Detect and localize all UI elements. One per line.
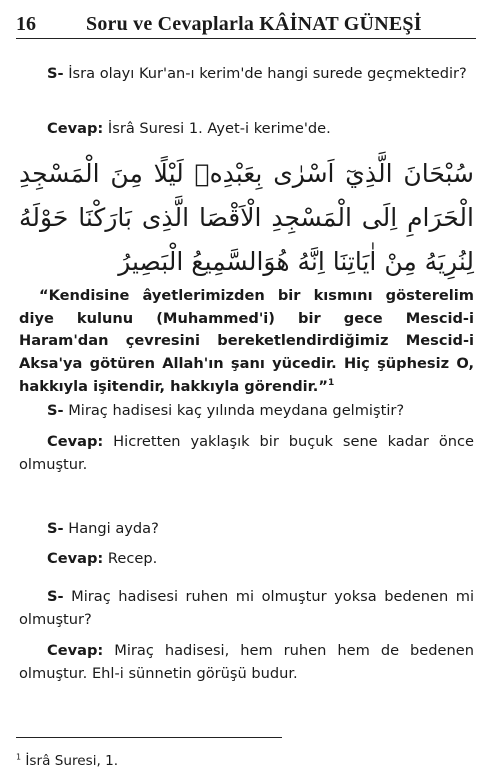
answer-text: Recep.	[107, 550, 158, 567]
answer-label: Cevap:	[47, 642, 104, 659]
footnote-separator	[16, 737, 282, 738]
answer-3	[19, 547, 474, 570]
answer-text: Hicretten yaklaşık bir buçuk sene kadar önce olmuştur.	[19, 433, 474, 473]
question-label: S-	[47, 520, 64, 537]
footnote-reference: 1	[327, 377, 335, 388]
answer-1	[19, 117, 474, 140]
translation-text: “Kendisine âyetlerimizden bir kısmını gösterelim diye kulunu (Muhammed'i) bir gece Mescid-i Haram'dan çevresini bereketlendirdiğimiz Mescid-i Aksa'ya götüren Allah'ın şanı yücedir. Hiç şüphesiz O, hakkıyla işitendir, hakkıyla görendir.”	[19, 287, 474, 395]
question-text: İsra olayı Kur'an-ı kerim'de hangi surede geçmektedir?	[68, 65, 467, 82]
answer-label: Cevap:	[47, 120, 104, 137]
running-header	[16, 14, 476, 39]
answer-text: Miraç hadisesi, hem ruhen hem de bedenen olmuştur. Ehl-i sünnetin görüşü budur.	[19, 642, 475, 682]
footnote	[16, 752, 118, 770]
answer-2	[19, 430, 474, 476]
running-title: Soru ve Cevaplarla KÂİNAT GÜNEŞİ	[86, 13, 422, 35]
question-2	[19, 399, 474, 422]
question-label: S-	[47, 588, 64, 605]
verse-translation	[19, 285, 474, 399]
answer-text: İsrâ Suresi 1. Ayet-i kerime'de.	[107, 120, 331, 137]
answer-4	[19, 639, 474, 685]
question-1	[19, 62, 474, 85]
question-text: Miraç hadisesi ruhen mi olmuştur yoksa bedenen mi olmuştur?	[19, 588, 474, 628]
question-label: S-	[47, 402, 64, 419]
footnote-number: 1	[16, 752, 22, 762]
question-text: Miraç hadisesi kaç yılında meydana gelmiştir?	[68, 402, 405, 419]
question-4	[19, 585, 474, 631]
arabic-verse: سُبْحَانَ الَّذِيٓ اَسْرٰى بِعَبْدِهٖ لَيْلًا مِنَ الْمَسْجِدِ الْحَرَامِ اِلَى الْمَسْجِدِ الْاَقْصَا الَّذِى بَارَكْنَا حَوْلَهُ لِنُرِيَهُ مِنْ اٰيَاتِنَا اِنَّهُ هُوَالسَّمِيعُ الْبَصِيرُ	[19, 159, 474, 276]
answer-label: Cevap:	[47, 433, 104, 450]
question-text: Hangi ayda?	[68, 520, 159, 537]
question-label: S-	[47, 65, 64, 82]
page-number: 16	[16, 13, 36, 35]
footnote-text: İsrâ Suresi, 1.	[25, 753, 119, 769]
answer-label: Cevap:	[47, 550, 104, 567]
question-3	[19, 517, 474, 540]
